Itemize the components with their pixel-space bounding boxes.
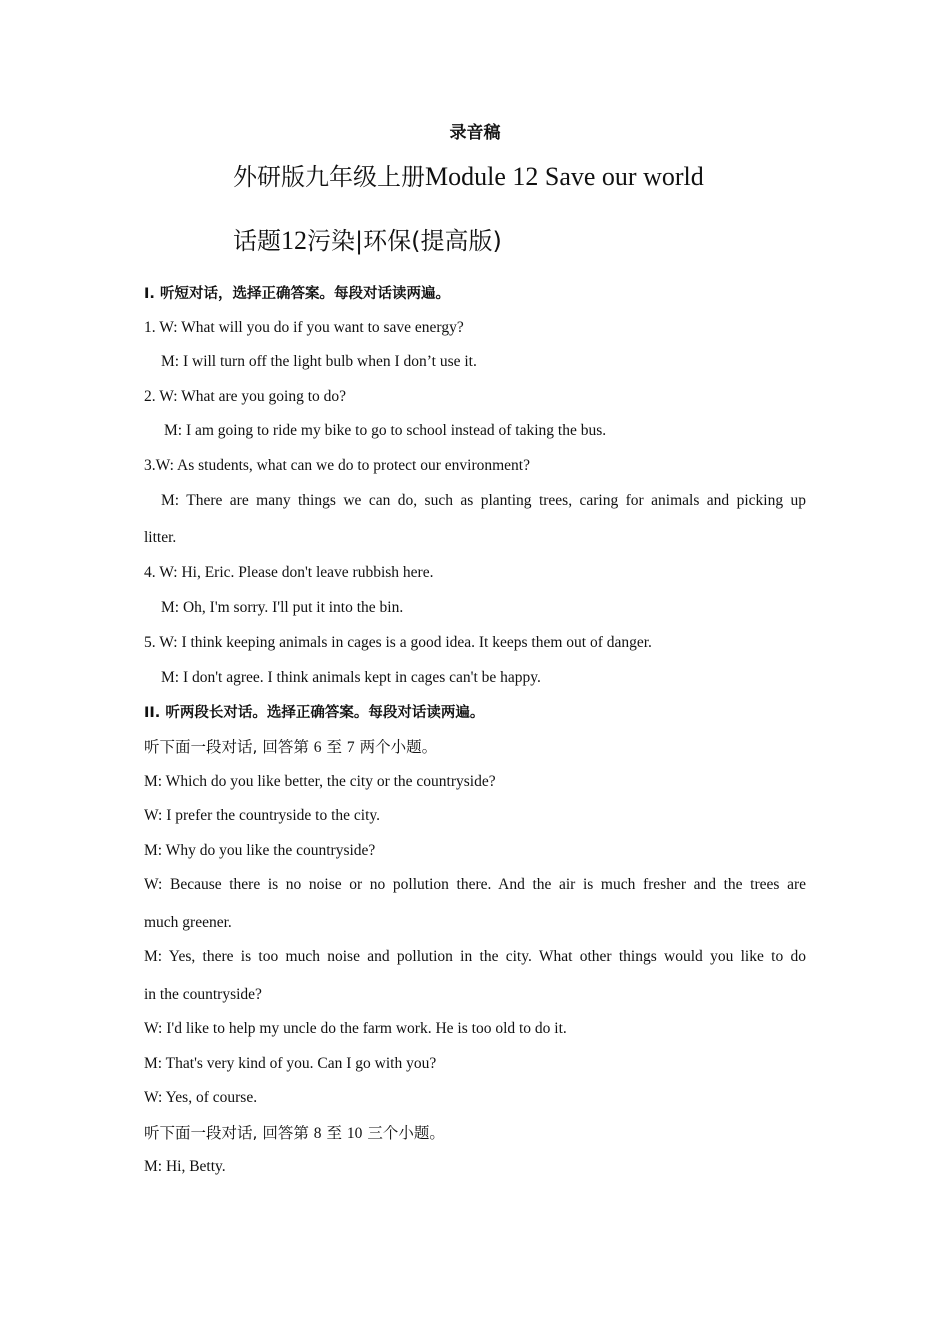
dialog-line: M: I am going to ride my bike to go to school instead of taking the bus. <box>164 422 607 439</box>
dialog-line: M: That's very kind of you. Can I go with you? <box>144 1055 437 1072</box>
dialog-line: M: Yes, there is too much noise and pollution in the city. What other things would you like to do <box>144 948 806 965</box>
dialog-line: M: I don't agree. I think animals kept in cages can't be happy. <box>161 669 541 686</box>
intro-text: 两个小题。 <box>354 738 438 756</box>
subtitle-zh1: 话题 <box>233 227 281 255</box>
subtitle-zh2: 污染|环保(提高版) <box>307 227 502 255</box>
subtitle-num: 12 <box>281 226 307 255</box>
dialog-line: in the countryside? <box>144 986 262 1003</box>
dialog-line: 2. W: What are you going to do? <box>144 388 347 405</box>
section2-intro-2 <box>144 1123 445 1144</box>
intro-text: 听下面一段对话, 回答第 <box>144 1124 314 1142</box>
section2-intro-1 <box>144 737 437 758</box>
section1-heading: I. 听短对话，选择正确答案。每段对话读两遍。 <box>144 286 450 302</box>
dialog-line: M: Why do you like the countryside? <box>144 842 376 859</box>
intro-num: 8 <box>313 1125 322 1142</box>
dialog-line: much greener. <box>144 914 232 931</box>
intro-num: 10 <box>346 1125 363 1142</box>
doc-subtitle <box>233 224 502 258</box>
dialog-line: W: I prefer the countryside to the city. <box>144 807 380 824</box>
doc-label: 录音稿 <box>449 123 501 143</box>
intro-text: 听下面一段对话, 回答第 <box>144 738 314 756</box>
title-zh: 外研版九年级上册 <box>233 163 425 191</box>
dialog-line: M: Oh, I'm sorry. I'll put it into the bin. <box>161 599 404 616</box>
dialog-line: 5. W: I think keeping animals in cages is a good idea. It keeps them out of danger. <box>144 634 652 651</box>
dialog-line: M: There are many things we can do, such as planting trees, caring for animals and picking up <box>161 492 806 509</box>
dialog-line: M: Which do you like better, the city or the countryside? <box>144 773 496 790</box>
dialog-line: M: I will turn off the light bulb when I don’t use it. <box>161 353 477 370</box>
dialog-line: W: Yes, of course. <box>144 1089 258 1106</box>
dialog-line: 1. W: What will you do if you want to save energy? <box>144 319 464 336</box>
intro-text: 至 <box>321 1124 347 1142</box>
intro-num: 7 <box>346 739 355 756</box>
dialog-line: W: Because there is no noise or no pollution there. And the air is much fresher and the trees are <box>144 876 806 893</box>
dialog-line: M: Hi, Betty. <box>144 1158 226 1175</box>
title-en: Module 12 Save our world <box>425 162 704 191</box>
intro-text: 三个小题。 <box>362 1124 445 1142</box>
intro-text: 至 <box>321 738 347 756</box>
dialog-line: 4. W: Hi, Eric. Please don't leave rubbish here. <box>144 564 434 581</box>
dialog-line: W: I'd like to help my uncle do the farm work. He is too old to do it. <box>144 1020 567 1037</box>
dialog-line: litter. <box>144 529 177 546</box>
doc-title <box>233 160 704 194</box>
intro-num: 6 <box>313 739 322 756</box>
dialog-line: 3.W: As students, what can we do to protect our environment? <box>144 457 530 474</box>
section2-heading: II. 听两段长对话。选择正确答案。每段对话读两遍。 <box>144 705 485 721</box>
